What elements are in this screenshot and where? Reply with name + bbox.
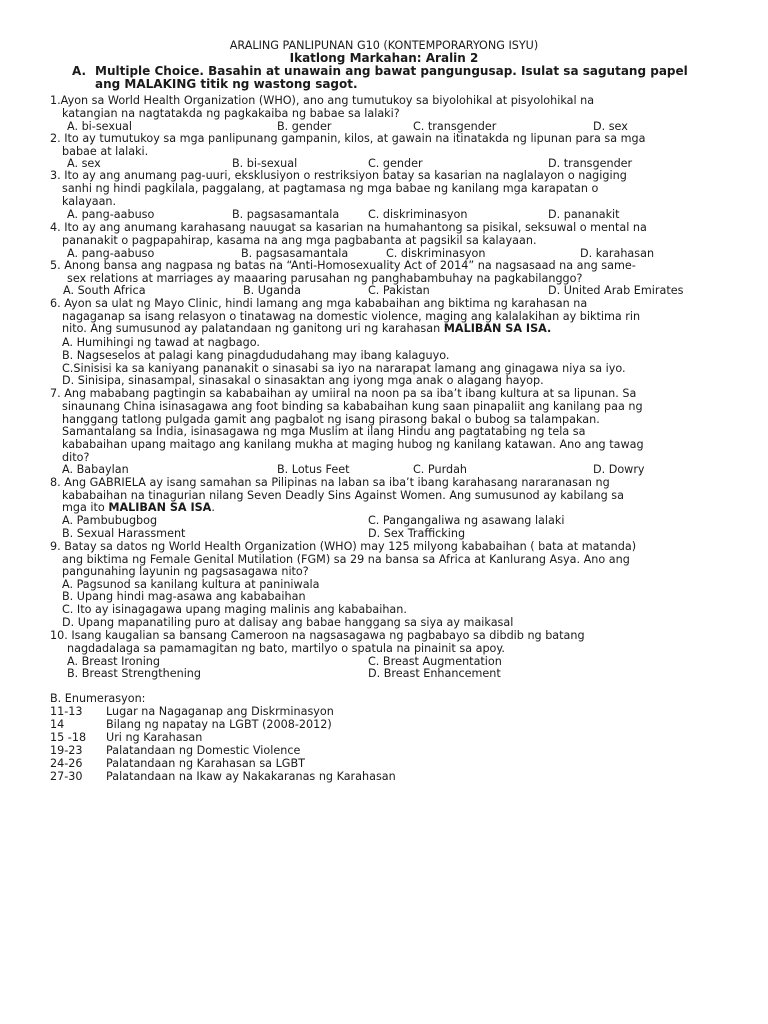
- question-10-line-2: nagdadalaga sa pamamagitan ng bato, martilyo o spatula na pinainit sa apoy.: [67, 642, 505, 655]
- question-7-choice-d: D. Dowry: [593, 463, 645, 476]
- enumeration-item-text: Palatandaan ng Karahasan sa LGBT: [106, 757, 305, 770]
- question-6-line-3: [62, 322, 551, 335]
- question-2-line-1: 2. Ito ay tumutukoy sa mga panlipunang gampanin, kilos, at gawain na itinatakda ng lipunan para sa mga: [50, 132, 646, 145]
- question-1-choice-a: A. bi-sexual: [67, 120, 133, 133]
- question-7-choice-b: B. Lotus Feet: [277, 463, 350, 476]
- enumeration-item-number: 11-13: [50, 705, 83, 718]
- question-6-stem-text: nito. Ang sumusunod ay palatandaan ng ganitong uri ng karahasan: [62, 322, 444, 335]
- question-2-line-2: babae at lalaki.: [62, 145, 149, 158]
- question-3-choice-a: A. pang-aabuso: [67, 208, 155, 221]
- worksheet-subtitle: Ikatlong Markahan: Aralin 2: [289, 51, 479, 65]
- instruction-line-2: ang MALAKING titik ng wastong sagot.: [95, 77, 358, 91]
- question-2-choice-d: D. transgender: [548, 157, 633, 170]
- question-8-line-2: kababaihan na tinagurian nilang Seven Deadly Sins Against Women. Ang sumusunod ay kabilang sa: [62, 489, 624, 502]
- question-10-choice-c: C. Breast Augmentation: [368, 655, 502, 668]
- question-8-stem-end: .: [211, 501, 215, 514]
- enumeration-item-text: Bilang ng napatay na LGBT (2008-2012): [106, 718, 332, 731]
- instruction-label: A.: [72, 64, 87, 78]
- worksheet-title: ARALING PANLIPUNAN G10 (KONTEMPORARYONG ISYU): [229, 39, 539, 52]
- enumeration-item-number: 15 -18: [50, 731, 87, 744]
- enumeration-heading: B. Enumerasyon:: [50, 692, 146, 705]
- question-8-choice-c: C. Pangangaliwa ng asawang lalaki: [368, 514, 565, 527]
- question-5-choice-a: A. South Africa: [63, 284, 146, 297]
- question-9-line-3: pangunahing layunin ng pagsasagawa nito?: [62, 565, 309, 578]
- question-4-choice-b: B. pagsasamantala: [241, 247, 349, 260]
- question-8-line-3: [62, 501, 215, 514]
- question-9-choice-c: C. Ito ay isinagagawa upang maging malinis ang kababaihan.: [62, 603, 407, 616]
- question-4-line-1: 4. Ito ay ang anumang karahasang nauugat sa kasarian na humahantong sa pisikal, seksuwal o mental na: [50, 221, 647, 234]
- enumeration-item-text: Lugar na Nagaganap ang Diskrminasyon: [106, 705, 334, 718]
- question-6-emphasis: MALIBAN SA ISA.: [443, 322, 552, 335]
- question-1-choice-c: C. transgender: [413, 120, 497, 133]
- question-8-stem-text: mga ito: [62, 501, 109, 514]
- question-3-line-2: sanhi ng hindi pagkilala, paggalang, at pagtamasa ng mga babae ng kanilang mga karapatan o: [62, 182, 599, 195]
- question-1-choice-b: B. gender: [277, 120, 332, 133]
- question-2-choice-c: C. gender: [368, 157, 423, 170]
- question-3-line-3: kalayaan.: [62, 195, 117, 208]
- question-5-choice-c: C. Pakistan: [368, 284, 430, 297]
- question-7-choice-a: A. Babaylan: [62, 463, 129, 476]
- question-7-line-1: 7. Ang mababang pagtingin sa kababaihan ay umiiral na noon pa sa iba’t ibang kultura at sa lipunan. Sa: [50, 387, 637, 400]
- question-2-choice-b: B. bi-sexual: [232, 157, 298, 170]
- question-1-line-2: katangian na nagtatakda ng pagkakaiba ng babae sa lalaki?: [62, 107, 400, 120]
- question-10-line-1: 10. Isang kaugalian sa bansang Cameroon na nagsasagawa ng pagbabayo sa dibdib ng batang: [50, 629, 585, 642]
- question-6-line-2: nagaganap sa isang relasyon o tinatawag na domestic violence, maging ang kalalakihan ay biktima rin: [62, 310, 641, 323]
- question-6-choice-c: C.Sinisisi ka sa kaniyang pananakit o sinasabi sa iyo na nararapat lamang ang ginagawa niya sa iyo.: [62, 362, 626, 375]
- question-1-choice-d: D. sex: [593, 120, 628, 133]
- question-8-choice-a: A. Pambubugbog: [62, 514, 158, 527]
- question-4-line-2: pananakit o pagpapahirap, kasama na ang mga pagbabanta at pagsikil sa kalayaan.: [62, 234, 537, 247]
- question-9-choice-d: D. Upang mapanatiling puro at dalisay ang babae hanggang sa siya ay maikasal: [62, 616, 514, 629]
- question-8-choice-b: B. Sexual Harassment: [62, 527, 186, 540]
- question-6-choice-b: B. Nagseselos at palagi kang pinagdududahang may ibang kalaguyo.: [62, 349, 450, 362]
- enumeration-item-text: Palatandaan ng Domestic Violence: [106, 744, 301, 757]
- question-6-line-1: 6. Ayon sa ulat ng Mayo Clinic, hindi lamang ang mga kababaihan ang biktima ng karahasan na: [50, 297, 588, 310]
- question-9-line-2: ang biktima ng Female Genital Mutilation (FGM) sa 29 na bansa sa Africa at Kanlurang Asya. Ano ang: [62, 553, 630, 566]
- enumeration-item-number: 24-26: [50, 757, 83, 770]
- question-7-line-5: kababaihan upang maitago ang kanilang mukha at maging hubog ng kanilang katawan. Ano ang tawag: [62, 438, 644, 451]
- question-4-choice-a: A. pang-aabuso: [67, 247, 155, 260]
- question-7-line-6: dito?: [62, 451, 90, 464]
- question-10-choice-d: D. Breast Enhancement: [368, 667, 501, 680]
- question-8-line-1: 8. Ang GABRIELA ay isang samahan sa Pilipinas na laban sa iba’t ibang karahasang nararanasan ng: [50, 476, 610, 489]
- question-9-line-1: 9. Batay sa datos ng World Health Organization (WHO) may 125 milyong kababaihan ( bata at matanda): [50, 540, 637, 553]
- question-6-choice-d: D. Sinisipa, sinasampal, sinasakal o sinasaktan ang iyong mga anak o alagang hayop.: [62, 374, 544, 387]
- question-7-choice-c: C. Purdah: [413, 463, 468, 476]
- question-7-line-4: Samantalang sa India, isinasagawa ng mga Muslim at ilang Hindu ang pagtatabing ng tela sa: [62, 425, 586, 438]
- question-9-choice-b: B. Upang hindi mag-asawa ang kababaihan: [62, 590, 306, 603]
- enumeration-item-text: Palatandaan na Ikaw ay Nakakaranas ng Karahasan: [106, 770, 396, 783]
- instruction-line-1: Multiple Choice. Basahin at unawain ang bawat pangungusap. Isulat sa sagutang papel: [95, 64, 688, 78]
- question-4-choice-c: C. diskriminasyon: [386, 247, 486, 260]
- enumeration-item-text: Uri ng Karahasan: [106, 731, 203, 744]
- question-9-choice-a: A. Pagsunod sa kanilang kultura at paniniwala: [62, 578, 320, 591]
- question-6-choice-a: A. Humihingi ng tawad at nagbago.: [62, 336, 260, 349]
- question-3-choice-d: D. pananakit: [548, 208, 620, 221]
- question-3-choice-c: C. diskriminasyon: [368, 208, 468, 221]
- enumeration-item-number: 19-23: [50, 744, 83, 757]
- question-3-choice-b: B. pagsasamantala: [232, 208, 340, 221]
- enumeration-item-number: 14: [50, 718, 65, 731]
- question-8-choice-d: D. Sex Trafficking: [368, 527, 466, 540]
- question-8-emphasis: MALIBAN SA ISA: [108, 501, 212, 514]
- question-5-choice-b: B. Uganda: [243, 284, 301, 297]
- question-5-choice-d: D. United Arab Emirates: [548, 284, 684, 297]
- question-1-line-1: 1.Ayon sa World Health Organization (WHO), ano ang tumutukoy sa biyolohikal at pisyolohikal na: [50, 94, 595, 107]
- question-4-choice-d: D. karahasan: [580, 247, 655, 260]
- question-10-choice-b: B. Breast Strengthening: [67, 667, 201, 680]
- question-7-line-3: hanggang tatlong pulgada gamit ang pagbalot ng isang pirasong bakal o bubog sa talampakan.: [62, 413, 600, 426]
- question-7-line-2: sinaunang China isinasagawa ang foot binding sa kababaihan kung saan pinapaliit ang kanilang paa ng: [62, 400, 643, 413]
- question-5-line-1: 5. Anong bansa ang nagpasa ng batas na “Anti-Homosexuality Act of 2014” na nagsasaad na ang same-: [50, 259, 636, 272]
- question-10-choice-a: A. Breast Ironing: [67, 655, 160, 668]
- question-2-choice-a: A. sex: [67, 157, 101, 170]
- question-5-line-2: sex relations at marriages ay maaaring parusahan ng panghabambuhay na pagkabilanggo?: [67, 272, 583, 285]
- question-3-line-1: 3. Ito ay ang anumang pag-uuri, eksklusiyon o restriksiyon batay sa kasarian na naglalayon o nagiging: [50, 169, 627, 182]
- enumeration-item-number: 27-30: [50, 770, 83, 783]
